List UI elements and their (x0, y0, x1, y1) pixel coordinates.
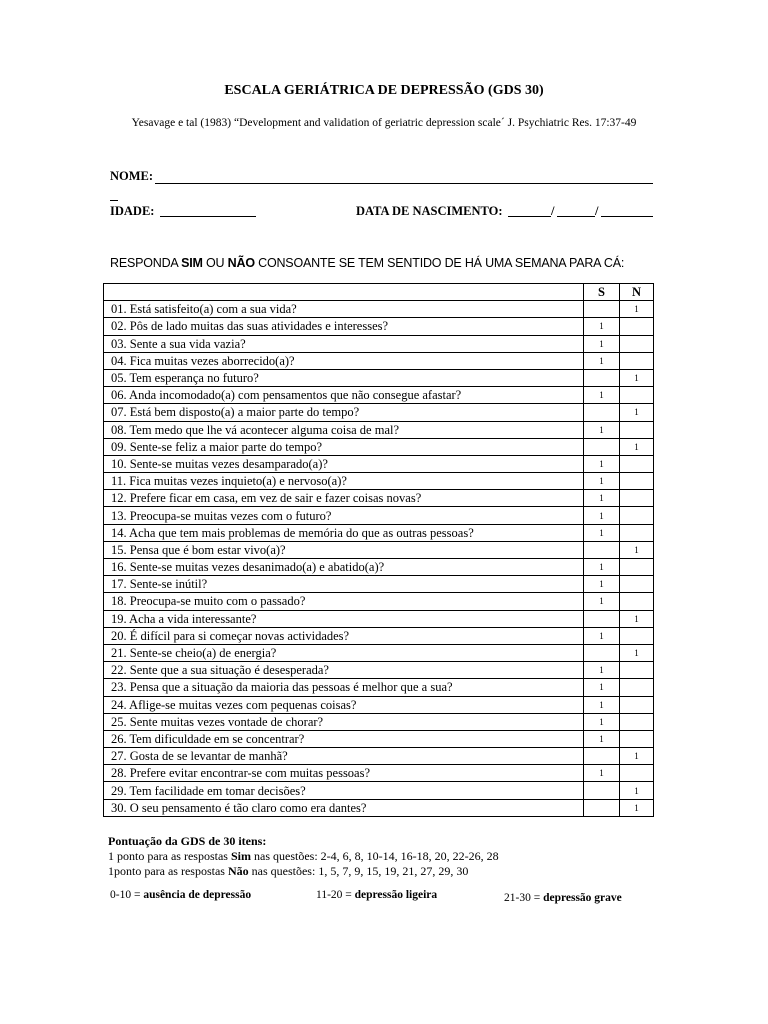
question-text: 14. Acha que tem mais problemas de memória do que as outras pessoas? (104, 524, 584, 541)
range-severe (504, 892, 622, 904)
scoring-title: Pontuação da GDS de 30 itens: (108, 834, 267, 848)
question-text: 25. Sente muitas vezes vontade de chorar? (104, 713, 584, 730)
instruction-part: CONSOANTE SE TEM SENTIDO DE HÁ UMA SEMANA PARA CÁ: (254, 256, 625, 270)
answer-nao-cell[interactable]: 1 (620, 644, 654, 661)
answer-sim-cell[interactable]: 1 (584, 421, 620, 438)
table-row (104, 301, 654, 318)
answer-sim-cell[interactable]: 1 (584, 627, 620, 644)
date-separator: / (551, 204, 555, 218)
answer-sim-cell[interactable]: 1 (584, 490, 620, 507)
answer-nao-cell[interactable] (620, 490, 654, 507)
question-text: 23. Pensa que a situação da maioria das pessoas é melhor que a sua? (104, 679, 584, 696)
scoring-line-sim (108, 849, 499, 864)
answer-nao-cell[interactable] (620, 696, 654, 713)
table-row (104, 576, 654, 593)
question-text: 19. Acha a vida interessante? (104, 610, 584, 627)
nascimento-day-line[interactable] (508, 216, 551, 217)
table-row (104, 610, 654, 627)
answer-sim-cell[interactable] (584, 799, 620, 816)
nome-label: NOME: (110, 169, 154, 183)
instruction-nao: NÃO (227, 256, 255, 270)
range-score: 11-20 = (316, 889, 355, 901)
answer-nao-cell[interactable] (620, 421, 654, 438)
table-row (104, 455, 654, 472)
answer-sim-cell[interactable]: 1 (584, 387, 620, 404)
table-row (104, 387, 654, 404)
answer-nao-cell[interactable] (620, 576, 654, 593)
column-header-n: N (620, 284, 654, 301)
range-score: 0-10 = (110, 889, 144, 901)
instruction-part: OU (202, 256, 228, 270)
answer-nao-cell[interactable] (620, 387, 654, 404)
table-row (104, 524, 654, 541)
column-header-s: S (584, 284, 620, 301)
question-text: 07. Está bem disposto(a) a maior parte do tempo? (104, 404, 584, 421)
table-row (104, 713, 654, 730)
answer-nao-cell[interactable] (620, 559, 654, 576)
idade-label: IDADE: (110, 204, 155, 218)
answer-sim-cell[interactable]: 1 (584, 730, 620, 747)
answer-nao-cell[interactable] (620, 679, 654, 696)
table-row (104, 369, 654, 386)
nome-input-line[interactable] (155, 171, 653, 184)
table-row (104, 473, 654, 490)
question-text: 10. Sente-se muitas vezes desamparado(a)? (104, 455, 584, 472)
nome-field-row (110, 169, 653, 184)
question-text: 30. O seu pensamento é tão claro como era dantes? (104, 799, 584, 816)
answer-sim-cell[interactable]: 1 (584, 696, 620, 713)
table-row (104, 507, 654, 524)
question-text: 03. Sente a sua vida vazia? (104, 335, 584, 352)
answer-sim-cell[interactable] (584, 748, 620, 765)
question-text: 26. Tem dificuldade em se concentrar? (104, 730, 584, 747)
question-text: 15. Pensa que é bom estar vivo(a)? (104, 541, 584, 558)
table-row (104, 335, 654, 352)
idade-input-line[interactable] (160, 216, 256, 217)
answer-sim-cell[interactable]: 1 (584, 507, 620, 524)
answer-nao-cell[interactable] (620, 662, 654, 679)
table-row (104, 696, 654, 713)
answer-nao-cell[interactable] (620, 507, 654, 524)
question-text: 29. Tem facilidade em tomar decisões? (104, 782, 584, 799)
answer-nao-cell[interactable] (620, 593, 654, 610)
scoring-items-sim: 2-4, 6, 8, 10-14, 16-18, 20, 22-26, 28 (320, 849, 499, 863)
table-row (104, 318, 654, 335)
table-row (104, 421, 654, 438)
question-text: 22. Sente que a sua situação é desesperada? (104, 662, 584, 679)
question-text: 24. Aflige-se muitas vezes com pequenas coisas? (104, 696, 584, 713)
answer-nao-cell[interactable] (620, 765, 654, 782)
answer-sim-cell[interactable]: 1 (584, 352, 620, 369)
answer-nao-cell[interactable]: 1 (620, 799, 654, 816)
question-text: 28. Prefere evitar encontrar-se com muitas pessoas? (104, 765, 584, 782)
answer-nao-cell[interactable]: 1 (620, 610, 654, 627)
answer-nao-cell[interactable]: 1 (620, 404, 654, 421)
question-text: 02. Pôs de lado muitas das suas atividades e interesses? (104, 318, 584, 335)
answer-sim-cell[interactable]: 1 (584, 335, 620, 352)
question-text: 11. Fica muitas vezes inquieto(a) e nervoso(a)? (104, 473, 584, 490)
answer-nao-cell[interactable] (620, 627, 654, 644)
table-row (104, 748, 654, 765)
answer-sim-cell[interactable]: 1 (584, 455, 620, 472)
question-text: 13. Preocupa-se muitas vezes com o futuro? (104, 507, 584, 524)
scoring-nao: Não (227, 864, 249, 878)
answer-sim-cell[interactable]: 1 (584, 318, 620, 335)
nascimento-month-line[interactable] (557, 216, 595, 217)
question-text: 04. Fica muitas vezes aborrecido(a)? (104, 352, 584, 369)
answer-sim-cell[interactable]: 1 (584, 713, 620, 730)
answer-nao-cell[interactable] (620, 473, 654, 490)
answer-nao-cell[interactable]: 1 (620, 541, 654, 558)
answer-nao-cell[interactable] (620, 335, 654, 352)
answer-nao-cell[interactable]: 1 (620, 748, 654, 765)
table-row (104, 593, 654, 610)
question-header-cell (104, 284, 584, 301)
table-row (104, 627, 654, 644)
instruction-sim: SIM (181, 256, 203, 270)
nascimento-label: DATA DE NASCIMENTO: (356, 204, 503, 218)
scoring-text: nas questões: (248, 864, 319, 878)
answer-sim-cell[interactable] (584, 541, 620, 558)
answer-sim-cell[interactable] (584, 610, 620, 627)
table-row (104, 782, 654, 799)
answer-nao-cell[interactable] (620, 524, 654, 541)
range-none (110, 889, 251, 901)
range-mild (316, 889, 437, 901)
table-row (104, 541, 654, 558)
gds-question-table (103, 283, 654, 817)
range-label: depressão ligeira (354, 889, 438, 901)
document-title: ESCALA GERIÁTRICA DE DEPRESSÃO (GDS 30) (224, 83, 544, 98)
scoring-text: 1 ponto para as respostas (108, 849, 231, 863)
answer-sim-cell[interactable]: 1 (584, 662, 620, 679)
question-text: 05. Tem esperança no futuro? (104, 369, 584, 386)
scoring-text: 1ponto para as respostas (108, 864, 228, 878)
answer-sim-cell[interactable] (584, 404, 620, 421)
answer-nao-cell[interactable]: 1 (620, 301, 654, 318)
question-text: 20. É difícil para si começar novas actividades? (104, 627, 584, 644)
answer-nao-cell[interactable]: 1 (620, 369, 654, 386)
table-header-row (104, 284, 654, 301)
scoring-line-nao (108, 864, 499, 879)
answer-sim-cell[interactable]: 1 (584, 473, 620, 490)
question-text: 18. Preocupa-se muito com o passado? (104, 593, 584, 610)
answer-sim-cell[interactable] (584, 369, 620, 386)
scoring-sim: Sim (230, 849, 251, 863)
answer-nao-cell[interactable] (620, 455, 654, 472)
stray-underline (110, 200, 118, 201)
answer-sim-cell[interactable] (584, 782, 620, 799)
question-text: 17. Sente-se inútil? (104, 576, 584, 593)
scoring-section (108, 834, 499, 879)
instruction-text (110, 256, 624, 270)
answer-sim-cell[interactable]: 1 (584, 576, 620, 593)
answer-sim-cell[interactable]: 1 (584, 559, 620, 576)
answer-sim-cell[interactable]: 1 (584, 765, 620, 782)
question-text: 06. Anda incomodado(a) com pensamentos que não consegue afastar? (104, 387, 584, 404)
table-row (104, 730, 654, 747)
table-row (104, 679, 654, 696)
answer-nao-cell[interactable] (620, 352, 654, 369)
answer-sim-cell[interactable]: 1 (584, 593, 620, 610)
answer-nao-cell[interactable]: 1 (620, 438, 654, 455)
table-row (104, 559, 654, 576)
answer-sim-cell[interactable] (584, 438, 620, 455)
table-row (104, 799, 654, 816)
question-text: 09. Sente-se feliz a maior parte do tempo? (104, 438, 584, 455)
question-text: 12. Prefere ficar em casa, em vez de sair e fazer coisas novas? (104, 490, 584, 507)
question-text: 16. Sente-se muitas vezes desanimado(a) e abatido(a)? (104, 559, 584, 576)
nascimento-year-line[interactable] (601, 216, 653, 217)
table-row (104, 765, 654, 782)
answer-nao-cell[interactable] (620, 730, 654, 747)
answer-nao-cell[interactable] (620, 318, 654, 335)
answer-nao-cell[interactable] (620, 713, 654, 730)
table-row (104, 662, 654, 679)
table-row (104, 404, 654, 421)
date-separator: / (595, 204, 599, 218)
question-text: 27. Gosta de se levantar de manhã? (104, 748, 584, 765)
answer-sim-cell[interactable]: 1 (584, 679, 620, 696)
answer-sim-cell[interactable] (584, 301, 620, 318)
range-label: depressão grave (543, 892, 622, 904)
scoring-items-nao: 1, 5, 7, 9, 15, 19, 21, 27, 29, 30 (318, 864, 469, 878)
range-label: ausência de depressão (143, 889, 252, 901)
answer-sim-cell[interactable] (584, 644, 620, 661)
table-row (104, 490, 654, 507)
table-row (104, 352, 654, 369)
question-text: 21. Sente-se cheio(a) de energia? (104, 644, 584, 661)
answer-nao-cell[interactable]: 1 (620, 782, 654, 799)
scoring-text: nas questões: (251, 849, 321, 863)
question-text: 08. Tem medo que lhe vá acontecer alguma coisa de mal? (104, 421, 584, 438)
instruction-part: RESPONDA (110, 256, 182, 270)
citation: Yesavage e tal (1983) “Development and validation of geriatric depression scale´ J. Psychiatric Res. 17:37-49 (131, 117, 637, 129)
range-score: 21-30 = (504, 892, 544, 904)
table-row (104, 644, 654, 661)
answer-sim-cell[interactable]: 1 (584, 524, 620, 541)
table-row (104, 438, 654, 455)
question-text: 01. Está satisfeito(a) com a sua vida? (104, 301, 584, 318)
